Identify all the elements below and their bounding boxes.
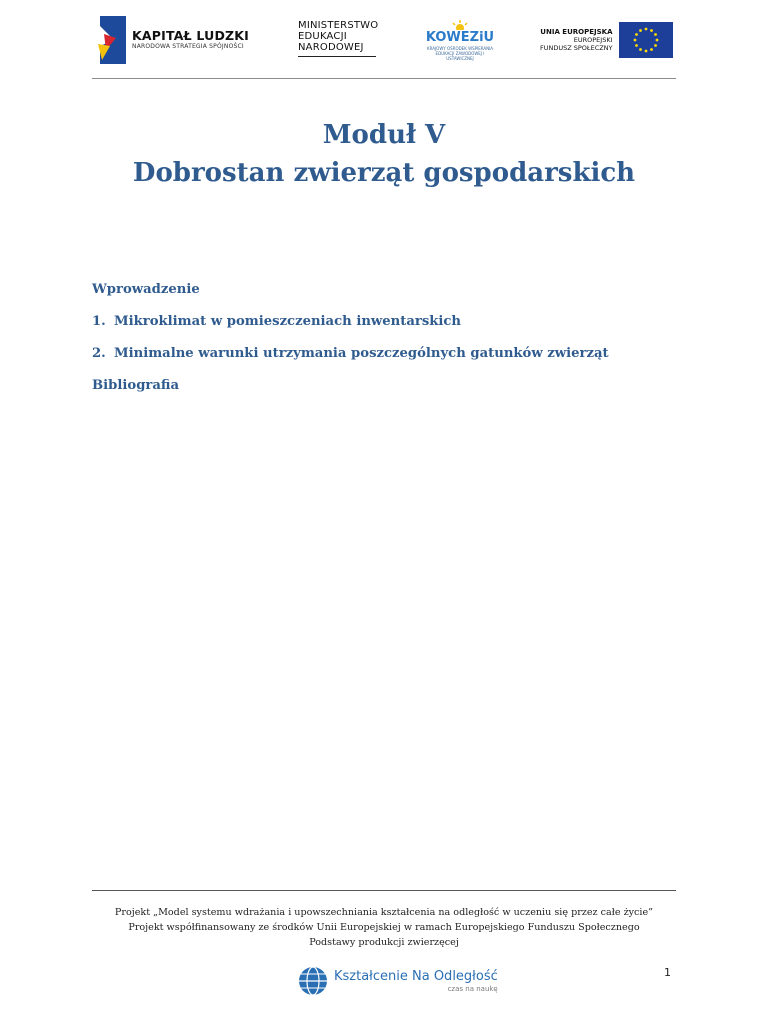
- eu-star-icon: [654, 44, 657, 47]
- footer-text: [92, 905, 676, 950]
- ue-line-3: FUNDUSZ SPOŁECZNY: [540, 44, 613, 52]
- koweziu-subtitle: KRAJOWY OŚRODEK WSPIERANIA EDUKACJI ZAWODOWEJ I USTAWICZNEJ: [427, 46, 493, 61]
- toc-item[interactable]: [92, 313, 609, 345]
- eu-star-icon: [639, 48, 642, 51]
- koweziu-logo: [424, 20, 496, 61]
- kno-tagline: czas na naukę: [447, 984, 498, 993]
- eu-star-icon: [633, 39, 636, 42]
- ksztalcenie-na-odleglosc-logo: [298, 966, 498, 996]
- footer-project-line: Projekt „Model systemu wdrażania i upowszechniania kształcenia na odległość w uczeniu się przez całe życie”: [114, 907, 654, 918]
- toc-item[interactable]: [92, 377, 609, 409]
- footer-divider: [92, 890, 676, 891]
- toc-item-number: 1.: [92, 314, 106, 329]
- toc-item-label: Minimalne warunki utrzymania poszczególnych gatunków zwierząt: [114, 346, 609, 361]
- ministerstwo-line-3: NARODOWEJ: [298, 42, 364, 53]
- kno-name: Kształcenie Na Odległość: [334, 968, 498, 984]
- toc-item-number: 2.: [92, 346, 106, 361]
- kapital-ludzki-logo: [96, 16, 249, 64]
- eu-star-icon: [654, 33, 657, 36]
- eu-star-icon: [639, 29, 642, 32]
- eu-star-icon: [650, 29, 653, 32]
- ministerstwo-line-2: EDUKACJI: [298, 31, 347, 42]
- header-divider: [92, 78, 676, 79]
- footer-subject-line: Podstawy produkcji zwierzęcej: [309, 937, 459, 948]
- sun-icon: [450, 20, 470, 30]
- eu-star-icon: [635, 44, 638, 47]
- ministerstwo-rule: [298, 56, 376, 57]
- toc-item[interactable]: [92, 281, 609, 313]
- eu-star-icon: [655, 39, 658, 42]
- eu-flag-icon: [619, 22, 673, 58]
- kno-globe-icon: [298, 966, 328, 996]
- page-number: 1: [664, 966, 671, 979]
- footer-funding-line: Projekt współfinansowany ze środków Unii Europejskiej w ramach Europejskiego Funduszu Społecznego: [128, 922, 640, 933]
- unia-europejska-logo: [540, 22, 673, 58]
- kapital-ludzki-subtitle: NARODOWA STRATEGIA SPÓJNOŚCI: [132, 43, 244, 50]
- toc-item-label: Bibliografia: [92, 378, 180, 393]
- toc-item-label: Mikroklimat w pomieszczeniach inwentarskich: [114, 314, 462, 329]
- ue-line-2: EUROPEJSKI: [573, 36, 613, 44]
- kapital-ludzki-emblem-icon: [96, 16, 126, 64]
- title-line-2: Dobrostan zwierząt gospodarskich: [132, 158, 636, 188]
- eu-star-icon: [644, 50, 647, 53]
- eu-star-icon: [644, 28, 647, 31]
- eu-star-icon: [635, 33, 638, 36]
- ministerstwo-logo: [298, 20, 378, 57]
- toc-item-label: Wprowadzenie: [92, 282, 200, 297]
- ministerstwo-line-1: MINISTERSTWO: [298, 20, 379, 31]
- ue-line-1: UNIA EUROPEJSKA: [540, 28, 613, 36]
- table-of-contents: [92, 281, 609, 409]
- title-line-1: Moduł V: [322, 120, 446, 150]
- toc-item[interactable]: [92, 345, 609, 377]
- kapital-ludzki-name: KAPITAŁ LUDZKI: [132, 28, 250, 43]
- document-title: [0, 116, 768, 192]
- koweziu-name: KOWEZiU: [425, 30, 495, 45]
- page-header: [0, 0, 768, 80]
- eu-star-icon: [650, 48, 653, 51]
